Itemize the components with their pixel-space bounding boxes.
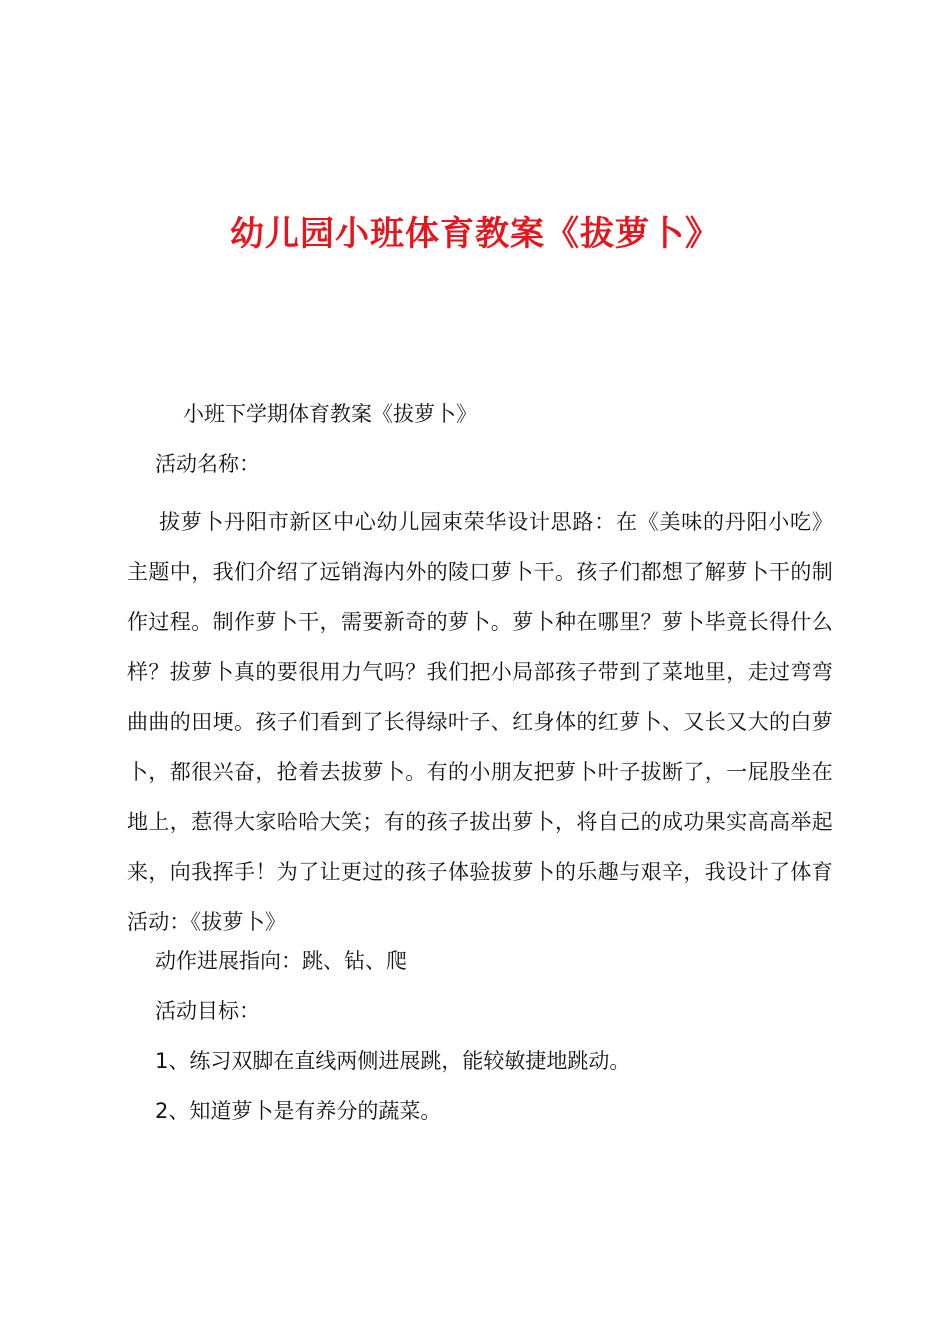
movement-direction-line: 动作进展指向：跳、钻、爬 [155,949,407,973]
design-paragraph: 拔萝卜丹阳市新区中心幼儿园束荣华设计思路：在《美味的丹阳小吃》主题中，我们介绍了远销海内外的陵口萝卜干。孩子们都想了解萝卜干的制作过程。制作萝卜干，需要新奇的萝卜。萝卜种在哪里？萝卜毕竟长得什么样？拔萝卜真的要很用力气吗？我们把小局部孩子带到了菜地里，走过弯弯曲曲的田埂。孩子们看到了长得绿叶子、红身体的红萝卜、又长又大的白萝卜，都很兴奋，抢着去拔萝卜。有的小朋友把萝卜叶子拔断了，一屁股坐在地上，惹得大家哈哈大笑；有的孩子拔出萝卜，将自己的成功果实高高举起来，向我挥手！为了让更过的孩子体验拔萝卜的乐趣与艰辛，我设计了体育活动：《拔萝卜》 [127,510,833,934]
activity-goals-label: 活动目标： [155,999,260,1023]
activity-name-label: 活动名称： [155,452,260,476]
goal-item: 1、练习双脚在直线两侧进展跳，能较敏捷地跳动。 [155,1049,631,1073]
lesson-subtitle: 小班下学期体育教案《拔萝卜》 [183,402,477,426]
document-title: 幼儿园小班体育教案《拔萝卜》 [230,214,720,254]
goal-item: 2、知道萝卜是有养分的蔬菜。 [155,1099,442,1123]
